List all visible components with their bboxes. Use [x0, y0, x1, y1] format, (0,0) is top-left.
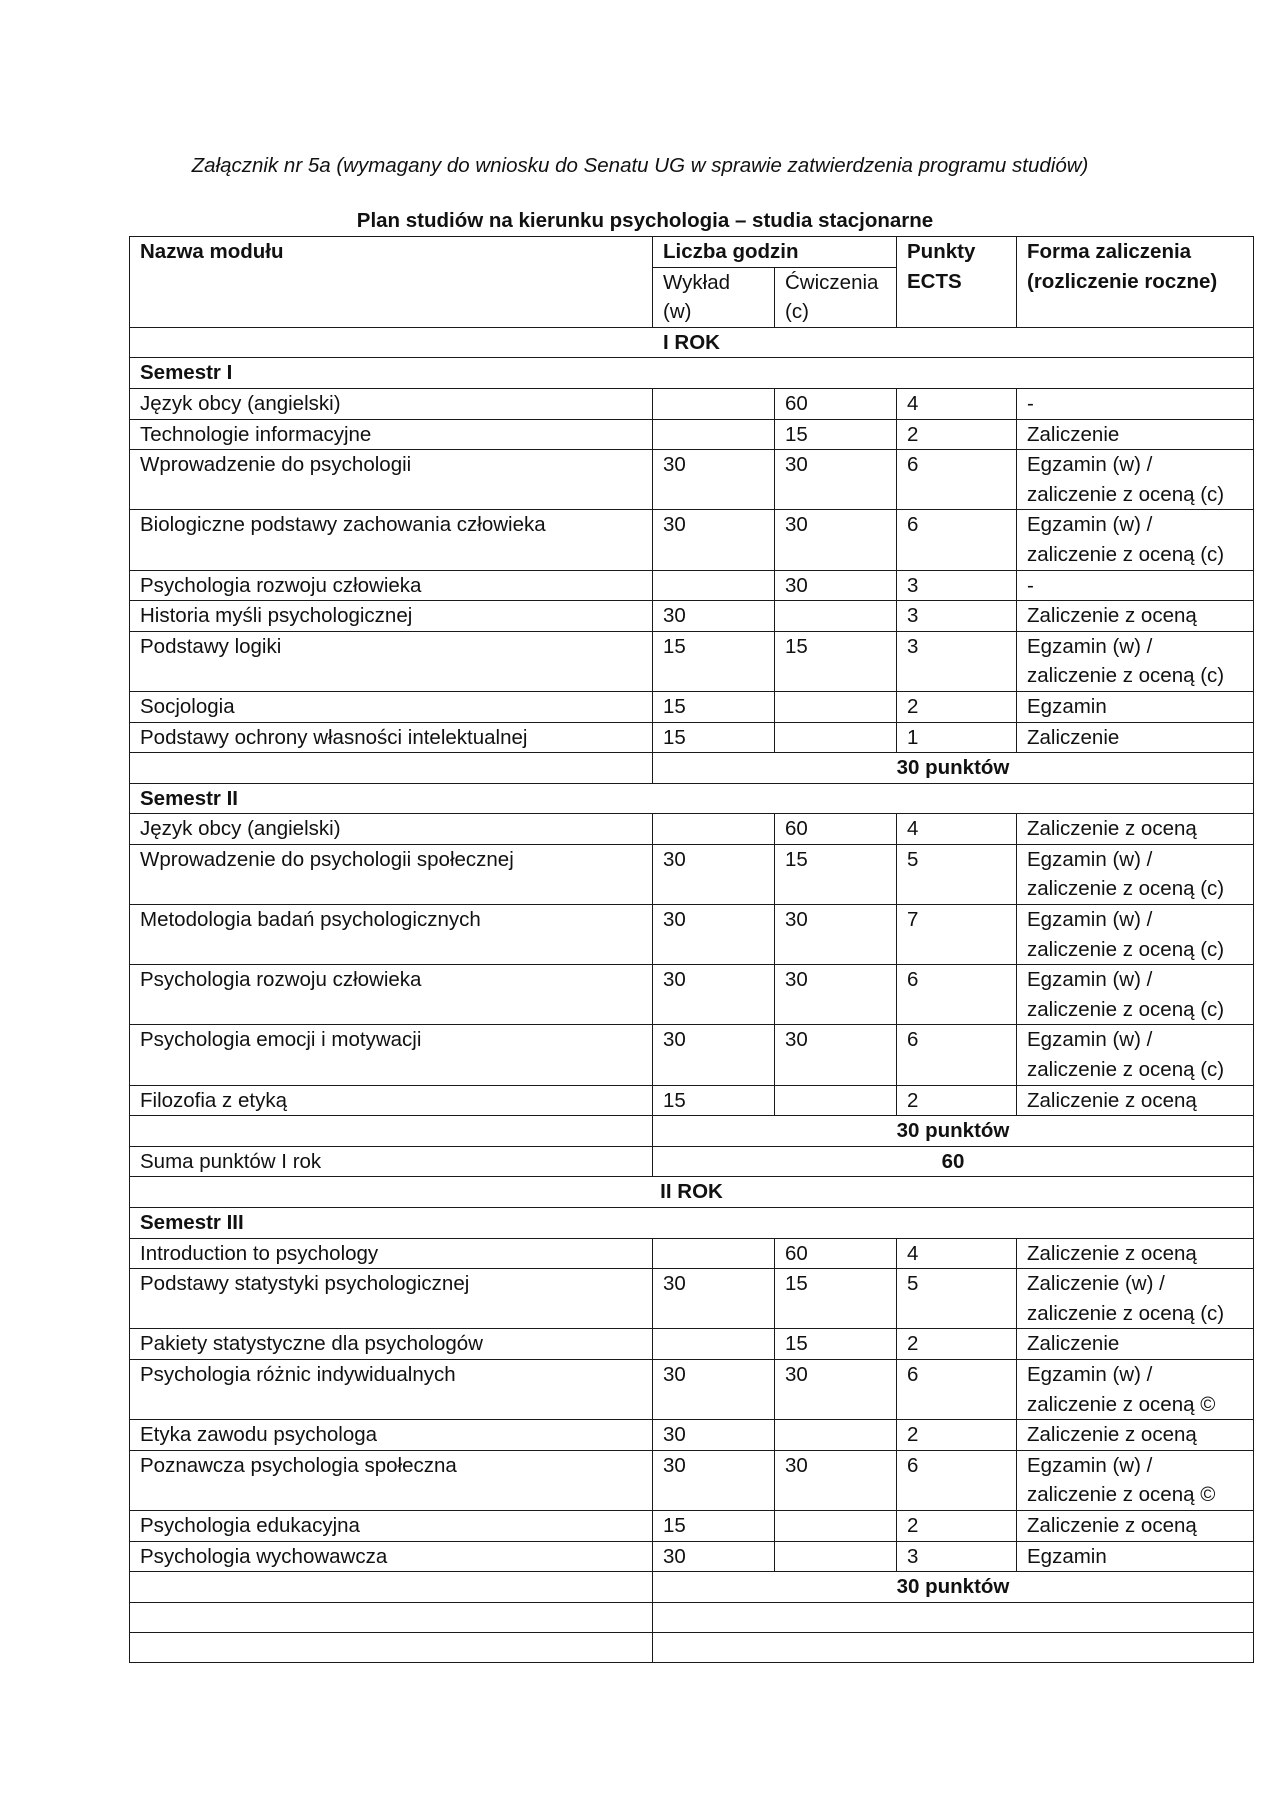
ects-points: 6 [897, 1359, 1017, 1419]
exercise-hours: 30 [775, 570, 897, 601]
header-lecture: Wykład (w) [653, 267, 775, 327]
header-module-name: Nazwa modułu [130, 237, 653, 328]
lecture-hours: 30 [653, 510, 775, 570]
semester-total-row [130, 1116, 1254, 1147]
table-row [130, 1359, 1254, 1419]
exercise-hours [775, 1085, 897, 1116]
semester-total: 30 punktów [653, 753, 1254, 784]
table-row [130, 601, 1254, 632]
table-row [130, 814, 1254, 845]
header-hours: Liczba godzin [653, 237, 897, 268]
ects-points: 2 [897, 419, 1017, 450]
assessment-form: Zaliczenie z oceną [1017, 1085, 1254, 1116]
annex-note: Załącznik nr 5a (wymagany do wniosku do Senatu UG w sprawie zatwierdzenia programu studiów) [191, 154, 1089, 177]
year-label: II ROK [130, 1177, 1254, 1208]
exercise-hours: 15 [775, 419, 897, 450]
year-sum-row [130, 1146, 1254, 1177]
table-row [130, 965, 1254, 1025]
lecture-hours [653, 419, 775, 450]
table-row [130, 1085, 1254, 1116]
year-row [130, 1177, 1254, 1208]
assessment-form: Zaliczenie (w) / zaliczenie z oceną (c) [1017, 1269, 1254, 1329]
table-row [130, 1269, 1254, 1329]
module-name: Język obcy (angielski) [130, 388, 653, 419]
table-row [130, 905, 1254, 965]
module-name: Język obcy (angielski) [130, 814, 653, 845]
empty-row [130, 1602, 1254, 1632]
ects-points: 3 [897, 601, 1017, 632]
assessment-form: Egzamin (w) / zaliczenie z oceną (c) [1017, 844, 1254, 904]
lecture-hours: 30 [653, 1450, 775, 1510]
assessment-form: Egzamin (w) / zaliczenie z oceną (c) [1017, 510, 1254, 570]
module-name: Socjologia [130, 691, 653, 722]
lecture-hours: 30 [653, 1359, 775, 1419]
module-name: Biologiczne podstawy zachowania człowieka [130, 510, 653, 570]
module-name: Psychologia edukacyjna [130, 1510, 653, 1541]
semester-total-row [130, 753, 1254, 784]
ects-points: 4 [897, 1238, 1017, 1269]
lecture-hours: 15 [653, 1510, 775, 1541]
module-name: Pakiety statystyczne dla psychologów [130, 1329, 653, 1360]
header-ects: Punkty ECTS [897, 237, 1017, 328]
exercise-hours [775, 601, 897, 632]
assessment-form: Zaliczenie z oceną [1017, 1510, 1254, 1541]
plan-title: Plan studiów na kierunku psychologia – studia stacjonarne [356, 209, 934, 232]
semester-total-row [130, 1572, 1254, 1603]
assessment-form: Zaliczenie z oceną [1017, 1420, 1254, 1451]
module-name: Wprowadzenie do psychologii [130, 450, 653, 510]
assessment-form: - [1017, 388, 1254, 419]
table-row [130, 1025, 1254, 1085]
semester-row [130, 358, 1254, 389]
ects-points: 1 [897, 722, 1017, 753]
ects-points: 2 [897, 691, 1017, 722]
lecture-hours: 30 [653, 450, 775, 510]
ects-points: 2 [897, 1510, 1017, 1541]
semester-title: Semestr II [130, 783, 1254, 814]
ects-points: 5 [897, 844, 1017, 904]
module-name: Psychologia emocji i motywacji [130, 1025, 653, 1085]
assessment-form: Zaliczenie [1017, 1329, 1254, 1360]
assessment-form: - [1017, 570, 1254, 601]
module-name: Etyka zawodu psychologa [130, 1420, 653, 1451]
ects-points: 6 [897, 965, 1017, 1025]
assessment-form: Zaliczenie z oceną [1017, 1238, 1254, 1269]
ects-points: 6 [897, 450, 1017, 510]
module-name: Poznawcza psychologia społeczna [130, 1450, 653, 1510]
lecture-hours [653, 570, 775, 601]
header-assessment: Forma zaliczenia (rozliczenie roczne) [1017, 237, 1254, 328]
assessment-form: Egzamin (w) / zaliczenie z oceną (c) [1017, 631, 1254, 691]
semester-total-spacer [130, 1572, 653, 1603]
exercise-hours: 30 [775, 965, 897, 1025]
ects-points: 6 [897, 510, 1017, 570]
assessment-form: Egzamin (w) / zaliczenie z oceną (c) [1017, 450, 1254, 510]
semester-total-spacer [130, 753, 653, 784]
table-row [130, 450, 1254, 510]
ects-points: 2 [897, 1420, 1017, 1451]
table-row [130, 1329, 1254, 1360]
table-row [130, 1238, 1254, 1269]
module-name: Psychologia rozwoju człowieka [130, 570, 653, 601]
lecture-hours [653, 388, 775, 419]
ects-points: 4 [897, 814, 1017, 845]
module-name: Podstawy ochrony własności intelektualnej [130, 722, 653, 753]
lecture-hours [653, 1238, 775, 1269]
table-row [130, 1541, 1254, 1572]
semester-total: 30 punktów [653, 1572, 1254, 1603]
assessment-form: Egzamin [1017, 691, 1254, 722]
table-row [130, 1450, 1254, 1510]
assessment-form: Zaliczenie z oceną [1017, 814, 1254, 845]
exercise-hours: 30 [775, 905, 897, 965]
table-row [130, 722, 1254, 753]
exercise-hours: 30 [775, 1025, 897, 1085]
lecture-hours: 30 [653, 1420, 775, 1451]
ects-points: 5 [897, 1269, 1017, 1329]
empty-row [130, 1632, 1254, 1662]
table-row [130, 1420, 1254, 1451]
module-name: Psychologia wychowawcza [130, 1541, 653, 1572]
semester-row [130, 783, 1254, 814]
lecture-hours: 15 [653, 1085, 775, 1116]
exercise-hours: 15 [775, 631, 897, 691]
empty-cell [130, 1632, 653, 1662]
ects-points: 2 [897, 1329, 1017, 1360]
exercise-hours [775, 1510, 897, 1541]
year-label: I ROK [130, 327, 1254, 358]
exercise-hours: 30 [775, 450, 897, 510]
module-name: Wprowadzenie do psychologii społecznej [130, 844, 653, 904]
exercise-hours [775, 1541, 897, 1572]
ects-points: 7 [897, 905, 1017, 965]
module-name: Filozofia z etyką [130, 1085, 653, 1116]
lecture-hours: 30 [653, 1541, 775, 1572]
module-name: Podstawy logiki [130, 631, 653, 691]
lecture-hours: 30 [653, 601, 775, 632]
assessment-form: Egzamin (w) / zaliczenie z oceną (c) [1017, 965, 1254, 1025]
exercise-hours [775, 1420, 897, 1451]
module-name: Introduction to psychology [130, 1238, 653, 1269]
year-row [130, 327, 1254, 358]
lecture-hours: 30 [653, 905, 775, 965]
lecture-hours: 30 [653, 844, 775, 904]
exercise-hours: 15 [775, 1329, 897, 1360]
exercise-hours: 30 [775, 510, 897, 570]
module-name: Podstawy statystyki psychologicznej [130, 1269, 653, 1329]
exercise-hours: 60 [775, 388, 897, 419]
exercise-hours: 30 [775, 1359, 897, 1419]
assessment-form: Egzamin [1017, 1541, 1254, 1572]
exercise-hours: 60 [775, 814, 897, 845]
table-row [130, 388, 1254, 419]
ects-points: 2 [897, 1085, 1017, 1116]
table-row [130, 1510, 1254, 1541]
module-name: Psychologia rozwoju człowieka [130, 965, 653, 1025]
semester-total-spacer [130, 1116, 653, 1147]
ects-points: 6 [897, 1450, 1017, 1510]
empty-cell [653, 1632, 1254, 1662]
lecture-hours: 30 [653, 1025, 775, 1085]
assessment-form: Zaliczenie z oceną [1017, 601, 1254, 632]
assessment-form: Egzamin (w) / zaliczenie z oceną (c) [1017, 905, 1254, 965]
assessment-form: Zaliczenie [1017, 722, 1254, 753]
semester-row [130, 1208, 1254, 1239]
module-name: Technologie informacyjne [130, 419, 653, 450]
ects-points: 3 [897, 631, 1017, 691]
semester-title: Semestr III [130, 1208, 1254, 1239]
lecture-hours [653, 814, 775, 845]
assessment-form: Egzamin (w) / zaliczenie z oceną © [1017, 1450, 1254, 1510]
semester-total: 30 punktów [653, 1116, 1254, 1147]
exercise-hours [775, 722, 897, 753]
year-sum-value: 60 [653, 1146, 1254, 1177]
assessment-form: Zaliczenie [1017, 419, 1254, 450]
assessment-form: Egzamin (w) / zaliczenie z oceną © [1017, 1359, 1254, 1419]
header-exercises: Ćwiczenia (c) [775, 267, 897, 327]
lecture-hours: 30 [653, 965, 775, 1025]
ects-points: 4 [897, 388, 1017, 419]
assessment-form: Egzamin (w) / zaliczenie z oceną (c) [1017, 1025, 1254, 1085]
module-name: Metodologia badań psychologicznych [130, 905, 653, 965]
lecture-hours [653, 1329, 775, 1360]
table-row [130, 631, 1254, 691]
ects-points: 6 [897, 1025, 1017, 1085]
study-plan-table [129, 236, 1254, 1663]
lecture-hours: 15 [653, 722, 775, 753]
exercise-hours [775, 691, 897, 722]
lecture-hours: 15 [653, 631, 775, 691]
semester-title: Semestr I [130, 358, 1254, 389]
year-sum-label: Suma punktów I rok [130, 1146, 653, 1177]
ects-points: 3 [897, 570, 1017, 601]
empty-cell [130, 1602, 653, 1632]
exercise-hours: 15 [775, 1269, 897, 1329]
lecture-hours: 15 [653, 691, 775, 722]
exercise-hours: 15 [775, 844, 897, 904]
lecture-hours: 30 [653, 1269, 775, 1329]
exercise-hours: 30 [775, 1450, 897, 1510]
exercise-hours: 60 [775, 1238, 897, 1269]
module-name: Historia myśli psychologicznej [130, 601, 653, 632]
table-row [130, 570, 1254, 601]
table-header-row [130, 237, 1254, 268]
table-row [130, 510, 1254, 570]
table-row [130, 844, 1254, 904]
table-row [130, 419, 1254, 450]
ects-points: 3 [897, 1541, 1017, 1572]
empty-cell [653, 1602, 1254, 1632]
table-row [130, 691, 1254, 722]
module-name: Psychologia różnic indywidualnych [130, 1359, 653, 1419]
